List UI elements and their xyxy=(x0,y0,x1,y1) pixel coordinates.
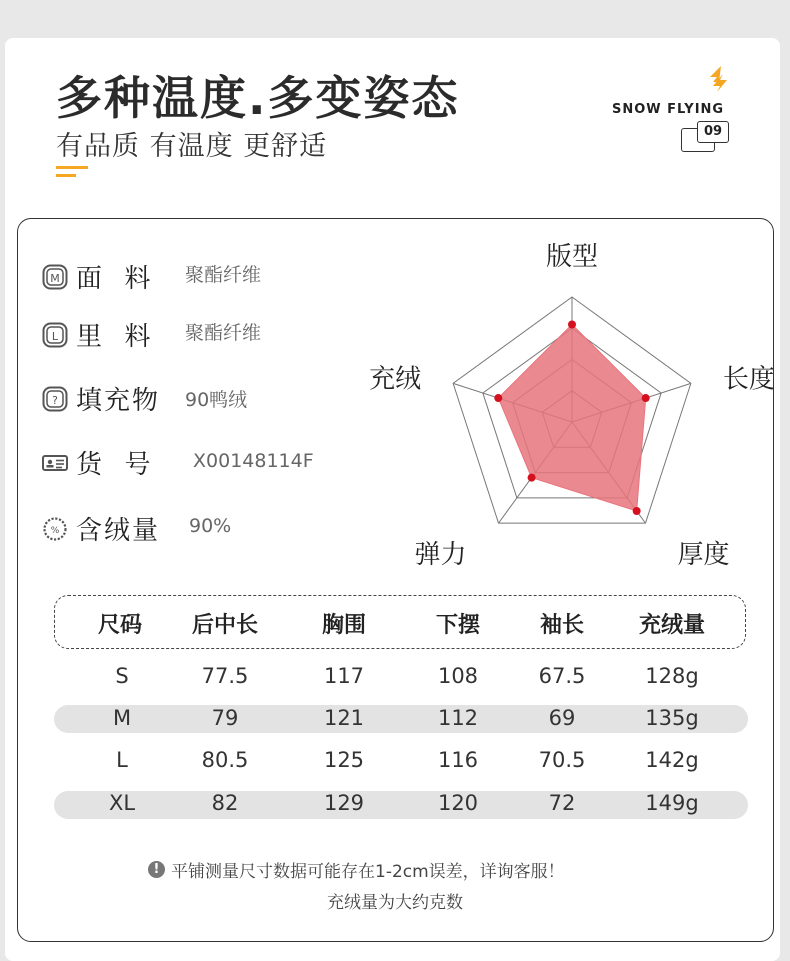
col-header-back-length: 后中长 xyxy=(191,613,259,638)
radar-point xyxy=(568,321,576,329)
spec-row-item-no xyxy=(42,444,153,481)
radar-point xyxy=(642,394,650,402)
spec-label: 货 号 xyxy=(76,450,153,480)
lightning-icon xyxy=(707,66,729,92)
table-cell: 117 xyxy=(323,664,365,688)
table-cell: 116 xyxy=(437,748,479,772)
id-card-icon xyxy=(42,450,68,476)
table-cell: 82 xyxy=(211,791,239,815)
table-cell: 80.5 xyxy=(201,748,249,772)
spec-row-fabric xyxy=(42,258,153,295)
table-cell: 128g xyxy=(645,664,699,688)
table-cell: 67.5 xyxy=(538,664,586,688)
table-cell: 108 xyxy=(437,664,479,688)
spec-row-down-content xyxy=(42,510,160,547)
spec-label: 里 料 xyxy=(76,322,153,352)
table-cell: 72 xyxy=(548,791,576,815)
radar-axis-label: 厚度 xyxy=(677,540,730,571)
spec-label: 面 料 xyxy=(76,264,153,294)
table-cell: 149g xyxy=(645,791,699,815)
svg-text:%: % xyxy=(50,525,60,536)
table-cell: M xyxy=(112,706,132,730)
percent-dial-icon xyxy=(42,516,68,542)
spec-value-down-content: 90% xyxy=(189,515,232,537)
measurement-note xyxy=(148,857,565,882)
spec-value-fabric: 聚酯纤维 xyxy=(185,264,262,286)
radar-point xyxy=(494,394,502,402)
table-cell: 112 xyxy=(437,706,479,730)
table-cell: XL xyxy=(108,791,136,815)
m-badge-icon xyxy=(42,264,68,290)
spec-value-item-no: X00148114F xyxy=(193,450,314,472)
question-badge-icon xyxy=(42,386,68,412)
col-header-hem: 下摆 xyxy=(435,613,481,638)
table-row-stripe xyxy=(54,705,748,733)
table-cell: 125 xyxy=(323,748,365,772)
radar-point xyxy=(633,507,641,515)
radar-chart xyxy=(369,240,775,571)
accent-underline xyxy=(56,166,88,169)
svg-text:M: M xyxy=(50,271,60,285)
col-header-chest: 胸围 xyxy=(321,613,367,638)
radar-axis-label: 弹力 xyxy=(414,540,467,571)
table-cell: L xyxy=(116,748,128,772)
table-cell: 121 xyxy=(323,706,365,730)
spec-value-filling: 90鸭绒 xyxy=(185,389,248,411)
table-cell: 77.5 xyxy=(201,664,249,688)
fill-weight-note: 充绒量为大约克数 xyxy=(327,893,463,913)
table-row-stripe xyxy=(54,791,748,819)
radar-axis-label: 充绒 xyxy=(369,364,422,395)
spec-row-lining xyxy=(42,316,153,353)
spec-label: 填充物 xyxy=(76,386,161,416)
note-text: 平铺测量尺寸数据可能存在1-2cm误差，详询客服！ xyxy=(171,862,565,882)
page-subtitle: 有品质 有温度 更舒适 xyxy=(56,131,328,162)
radar-axis-label: 版型 xyxy=(545,242,599,272)
page-title: 多种温度.多变姿态 xyxy=(56,71,460,125)
spec-value-lining: 聚酯纤维 xyxy=(185,322,262,344)
table-cell: 142g xyxy=(645,748,699,772)
table-cell: 135g xyxy=(645,706,699,730)
table-cell: 129 xyxy=(323,791,365,815)
col-header-size: 尺码 xyxy=(97,613,143,638)
table-cell: 79 xyxy=(211,706,239,730)
radar-point xyxy=(528,474,536,482)
spec-row-filling xyxy=(42,380,160,417)
svg-text:L: L xyxy=(51,329,59,343)
svg-text:?: ? xyxy=(52,393,58,407)
accent-underline-short xyxy=(56,174,76,177)
spec-label: 含绒量 xyxy=(76,516,161,546)
brand-name: SNOW FLYING xyxy=(612,102,725,117)
l-badge-icon xyxy=(42,322,68,348)
table-cell: 69 xyxy=(548,706,576,730)
col-header-fill-weight: 充绒量 xyxy=(638,613,706,638)
exclamation-icon: ! xyxy=(148,861,165,878)
table-cell: 120 xyxy=(437,791,479,815)
table-cell: 70.5 xyxy=(538,748,586,772)
radar-area xyxy=(498,325,645,511)
radar-axis-label: 长度 xyxy=(722,364,775,395)
page-number: 09 xyxy=(697,121,729,143)
col-header-sleeve: 袖长 xyxy=(539,613,585,638)
table-cell: S xyxy=(115,664,129,688)
